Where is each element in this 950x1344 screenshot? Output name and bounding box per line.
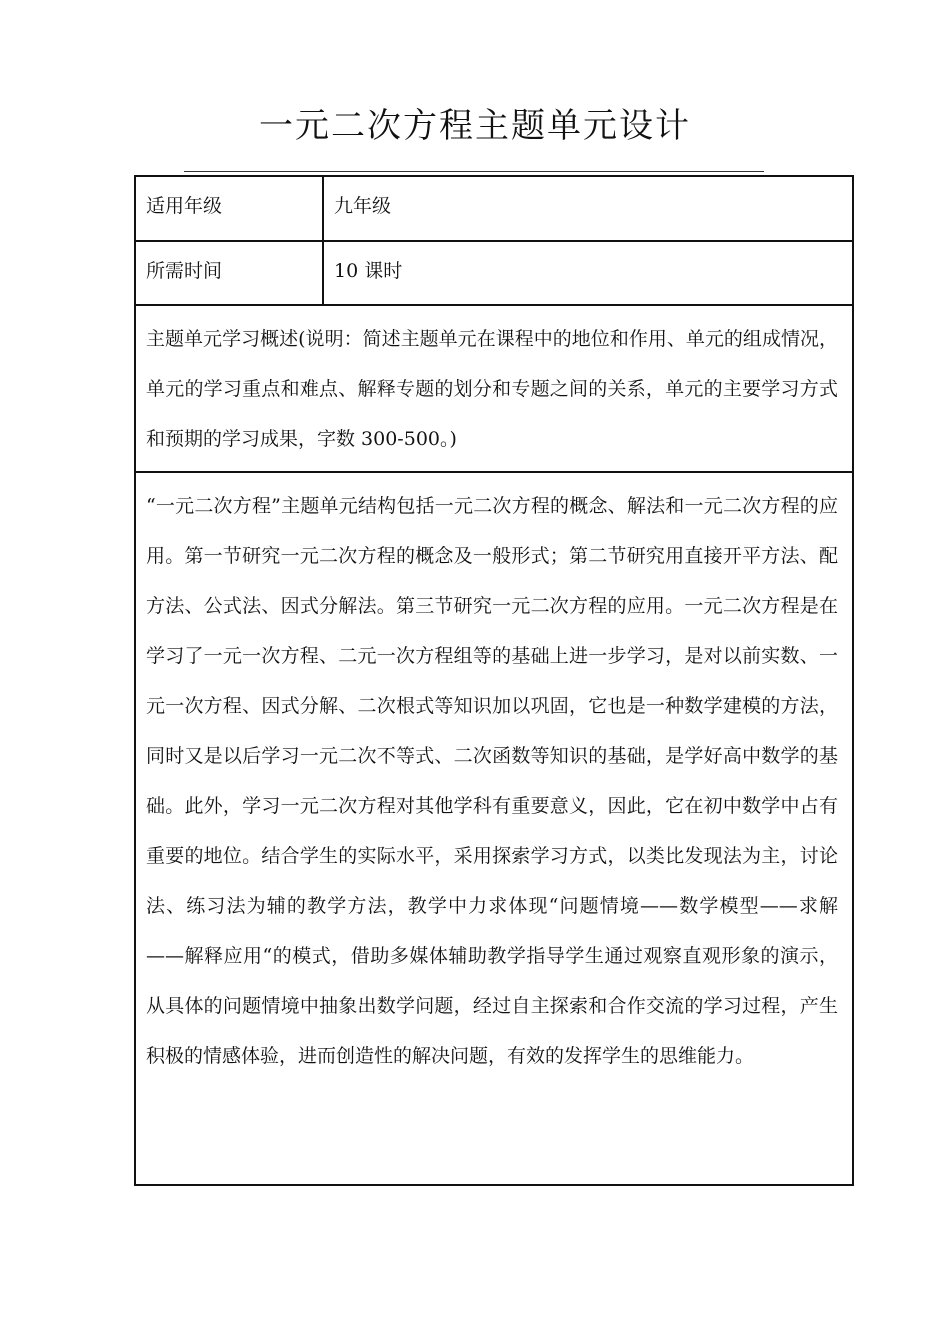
- grade-value: 九年级: [334, 195, 392, 217]
- grade-row: [136, 177, 852, 242]
- time-row: [136, 242, 852, 306]
- overview-content: “一元二次方程”主题单元结构包括一元二次方程的概念、解法和一元二次方程的应用。第一节研究一元二次方程的概念及一般形式；第二节研究用直接开平方法、配方法、公式法、因式分解法。第三节研究一元二次方程的应用。一元二次方程是在学习了一元一次方程、二元一次方程组等的基础上进一步学习，是对以前实数、一元一次方程、因式分解、二次根式等知识加以巩固，它也是一种数学建模的方法，同时又是以后学习一元二次不等式、二次函数等知识的基础，是学好高中数学的基础。此外，学习一元二次方程对其他学科有重要意义，因此，它在初中数学中占有重要的地位。结合学生的实际水平，采用探索学习方式，以类比发现法为主，讨论法、练习法为辅的教学方法，教学中力求体现“问题情境——数学模型——求解——解释应用“的模式，借助多媒体辅助教学指导学生通过观察直观形象的演示，从具体的问题情境中抽象出数学问题，经过自主探索和合作交流的学习过程，产生积极的情感体验，进而创造性的解决问题，有效的发挥学生的思维能力。: [146, 495, 838, 1067]
- title-underline: [184, 171, 764, 172]
- time-value: 10 课时: [334, 260, 403, 282]
- grade-label: 适用年级: [136, 177, 324, 240]
- overview-prompt: 主题单元学习概述(说明：简述主题单元在课程中的地位和作用、单元的组成情况，单元的学习重点和难点、解释专题的划分和专题之间的关系，单元的主要学习方式和预期的学习成果，字数 300-500。): [136, 306, 852, 473]
- time-label: 所需时间: [136, 242, 324, 304]
- unit-design-table: [134, 175, 854, 1186]
- document-title: 一元二次方程主题单元设计: [259, 106, 691, 146]
